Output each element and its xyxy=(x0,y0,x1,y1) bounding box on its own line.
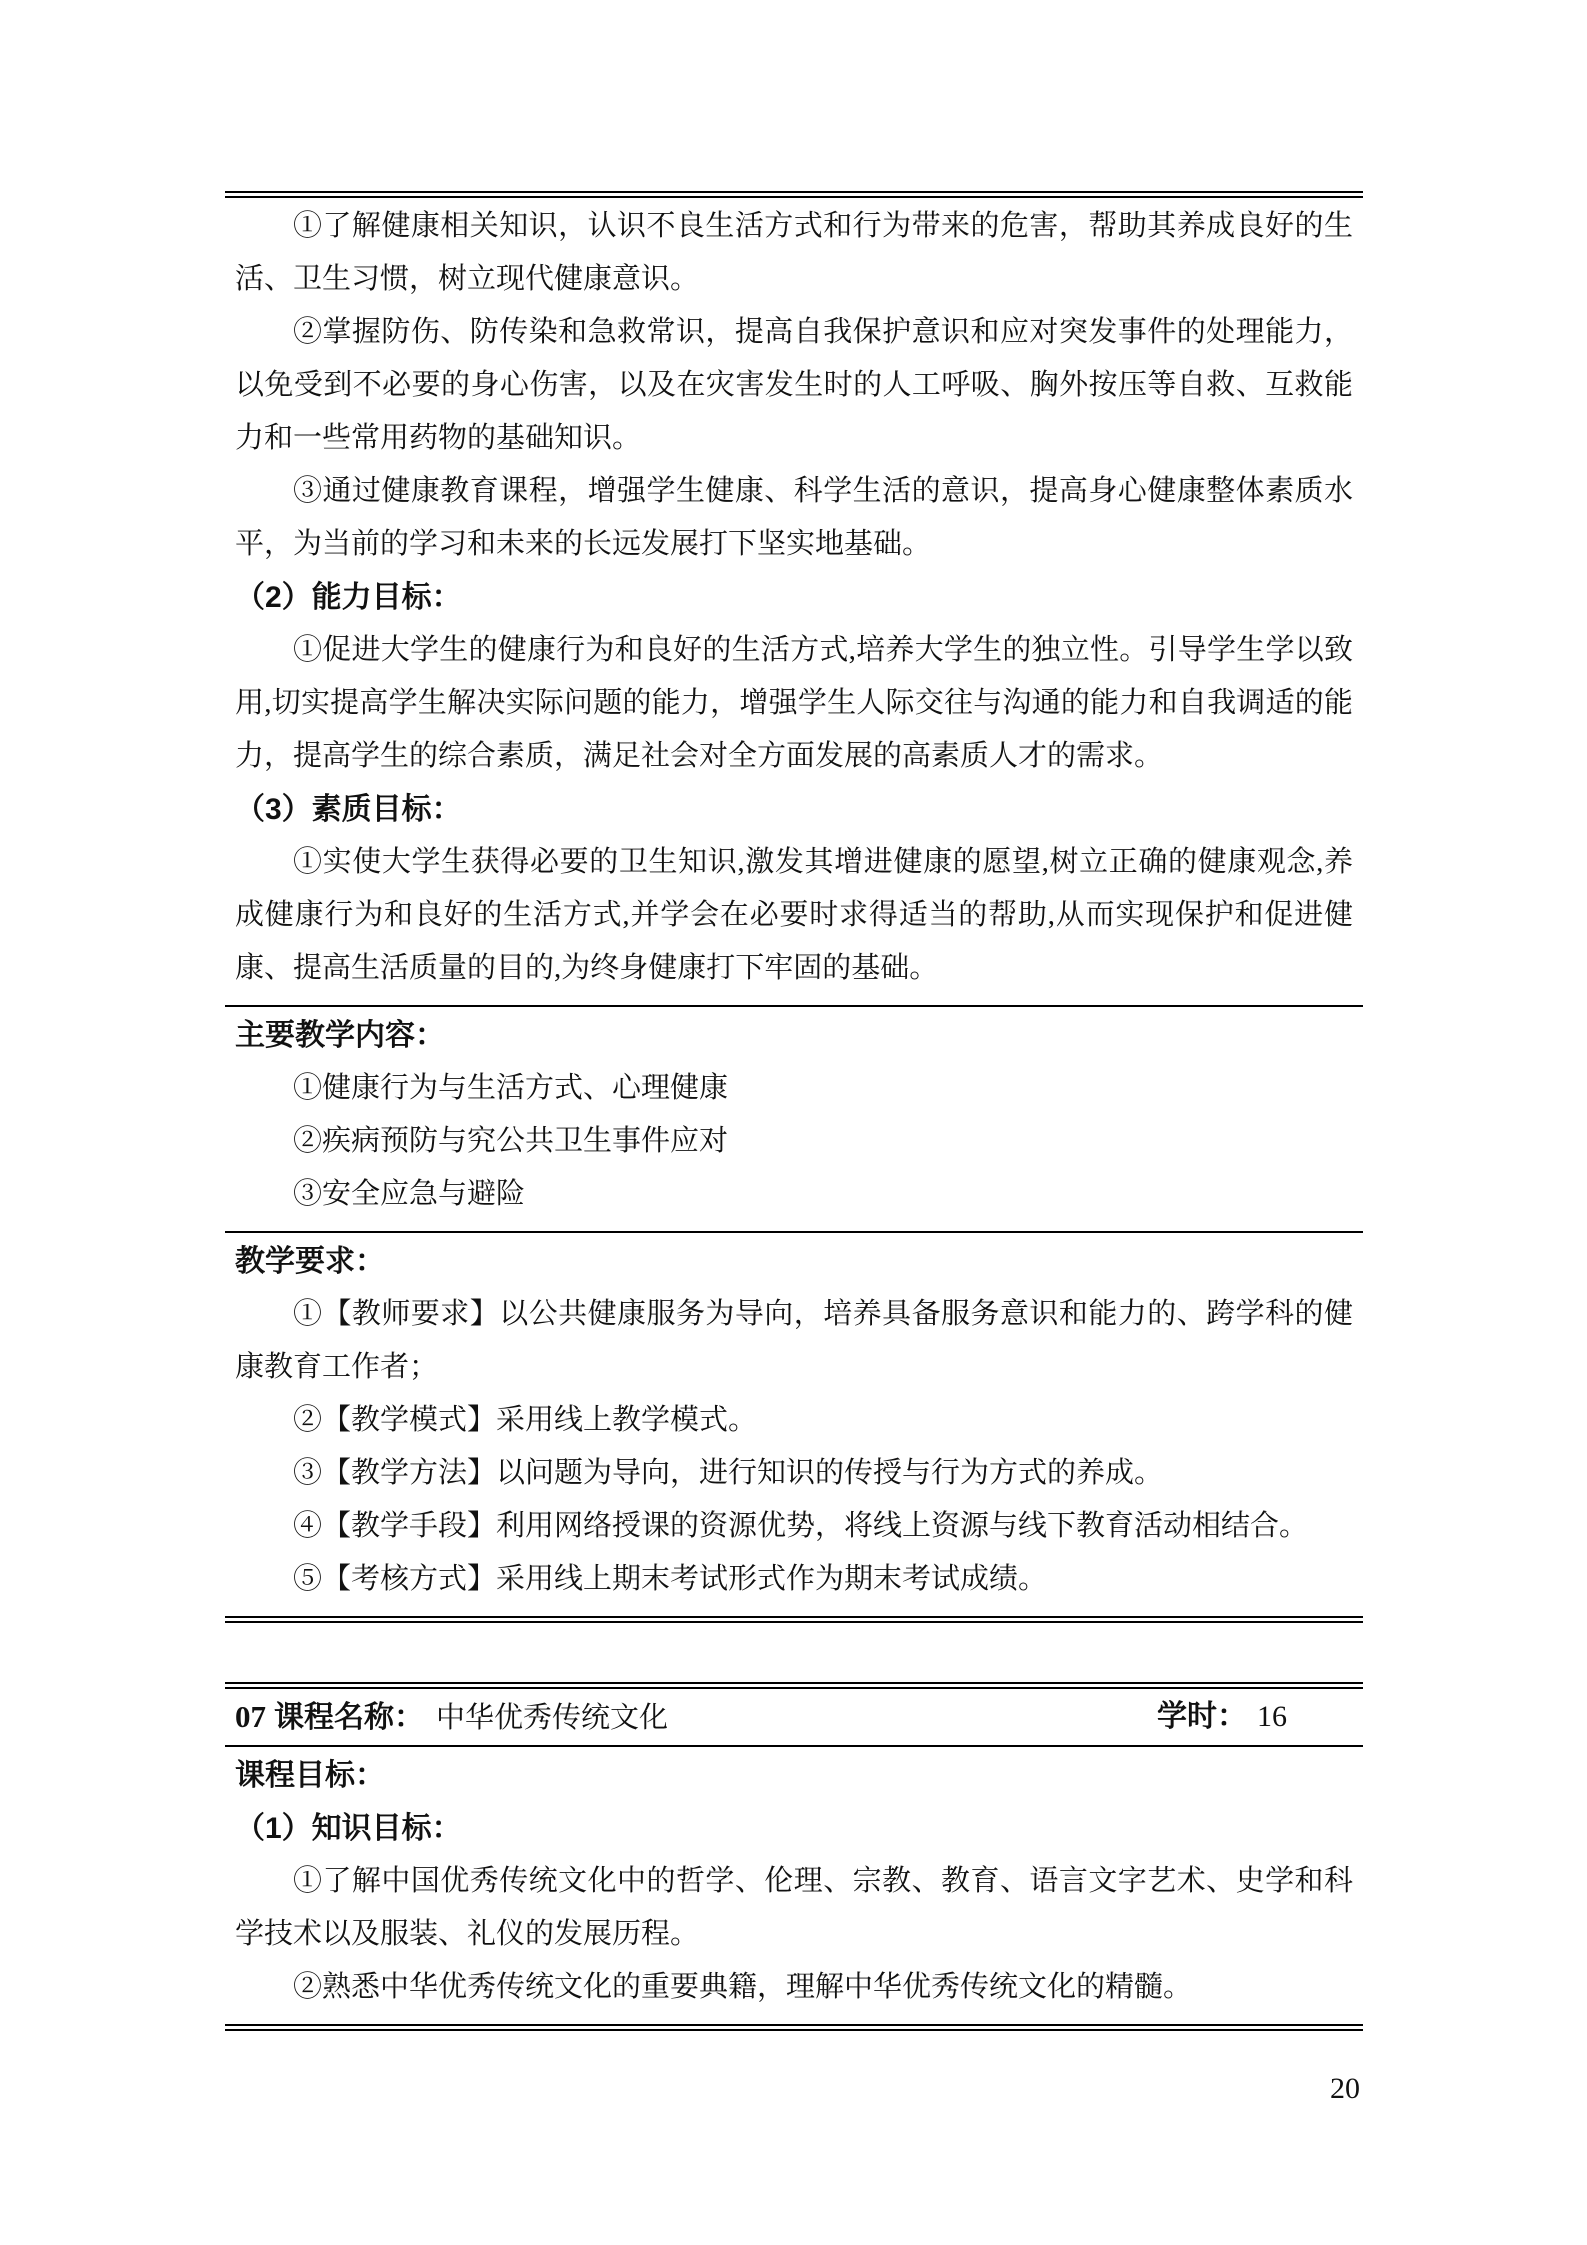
table-gap xyxy=(225,1623,1363,1682)
page-content xyxy=(225,191,1363,2031)
teaching-requirement-item: ⑤【考核方式】采用线上期末考试形式作为期末考试成绩。 xyxy=(293,1563,1048,1595)
teaching-content-item: ③安全应急与避险 xyxy=(293,1178,526,1210)
course-07-header-row xyxy=(225,1689,1363,1745)
hours-value: 16 xyxy=(1257,1700,1287,1733)
quality-goals-heading: （3）素质目标： xyxy=(235,793,462,826)
course-06-teaching-content-cell xyxy=(225,1007,1363,1231)
teaching-requirements-heading: 教学要求： xyxy=(235,1245,385,1278)
hours-label: 学时： xyxy=(1157,1700,1247,1733)
course-name: 中华优秀传统文化 xyxy=(436,1701,669,1734)
ability-goals-heading: （2）能力目标： xyxy=(235,581,462,614)
course-hours xyxy=(1157,1689,1353,1745)
objective-paragraph: ①了解健康相关知识，认识不良生活方式和行为带来的危害，帮助其养成良好的生活、卫生习惯，树立现代健康意识。 xyxy=(235,210,1353,295)
teaching-content-item: ①健康行为与生活方式、心理健康 xyxy=(293,1072,729,1104)
course-06-teaching-requirements-cell xyxy=(225,1233,1363,1616)
teaching-content-item: ②疾病预防与究公共卫生事件应对 xyxy=(293,1125,729,1157)
course-07-objectives-cell xyxy=(225,1747,1363,2024)
course-title xyxy=(235,1689,668,1746)
course-07-table xyxy=(225,1682,1363,2031)
objective-paragraph: ①实使大学生获得必要的卫生知识,激发其增进健康的愿望,树立正确的健康观念,养成健康行为和良好的生活方式,并学会在必要时求得适当的帮助,从而实现保护和促进健康、提高生活质量的目的,为终身健康打下牢固的基础。 xyxy=(235,846,1353,984)
teaching-content-heading: 主要教学内容： xyxy=(235,1019,445,1052)
table-bottom-border xyxy=(225,1616,1363,1623)
course-number: 07 xyxy=(235,1698,266,1734)
teaching-requirement-item: ②【教学模式】采用线上教学模式。 xyxy=(293,1404,758,1436)
objective-paragraph: ②熟悉中华优秀传统文化的重要典籍，理解中华优秀传统文化的精髓。 xyxy=(293,1971,1193,2003)
objective-paragraph: ①了解中国优秀传统文化中的哲学、伦理、宗教、教育、语言文字艺术、史学和科学技术以及服装、礼仪的发展历程。 xyxy=(235,1865,1353,1950)
teaching-requirement-item: ①【教师要求】以公共健康服务为导向，培养具备服务意识和能力的、跨学科的健康教育工作者； xyxy=(235,1298,1353,1383)
teaching-requirement-item: ③【教学方法】以问题为导向，进行知识的传授与行为方式的养成。 xyxy=(293,1457,1164,1489)
knowledge-goals-heading: （1）知识目标： xyxy=(235,1812,462,1845)
course-name-label: 课程名称： xyxy=(274,1700,424,1734)
table-top-border xyxy=(225,191,1363,198)
course-06-table xyxy=(225,191,1363,1623)
objective-paragraph: ③通过健康教育课程，增强学生健康、科学生活的意识，提高身心健康整体素质水平，为当前的学习和未来的长远发展打下坚实地基础。 xyxy=(235,475,1353,560)
objective-paragraph: ②掌握防伤、防传染和急救常识，提高自我保护意识和应对突发事件的处理能力，以免受到不必要的身心伤害，以及在灾害发生时的人工呼吸、胸外按压等自救、互救能力和一些常用药物的基础知识。 xyxy=(235,316,1353,454)
course-06-objectives-cell xyxy=(225,198,1363,1005)
course-objectives-heading: 课程目标： xyxy=(235,1759,385,1792)
objective-paragraph: ①促进大学生的健康行为和良好的生活方式,培养大学生的独立性。引导学生学以致用,切实提高学生解决实际问题的能力，增强学生人际交往与沟通的能力和自我调适的能力，提高学生的综合素质，满足社会对全方面发展的高素质人才的需求。 xyxy=(235,634,1353,772)
teaching-requirement-item: ④【教学手段】利用网络授课的资源优势，将线上资源与线下教育活动相结合。 xyxy=(293,1510,1309,1542)
table-bottom-border xyxy=(225,2024,1363,2031)
page-number: 20 xyxy=(1330,2072,1360,2105)
